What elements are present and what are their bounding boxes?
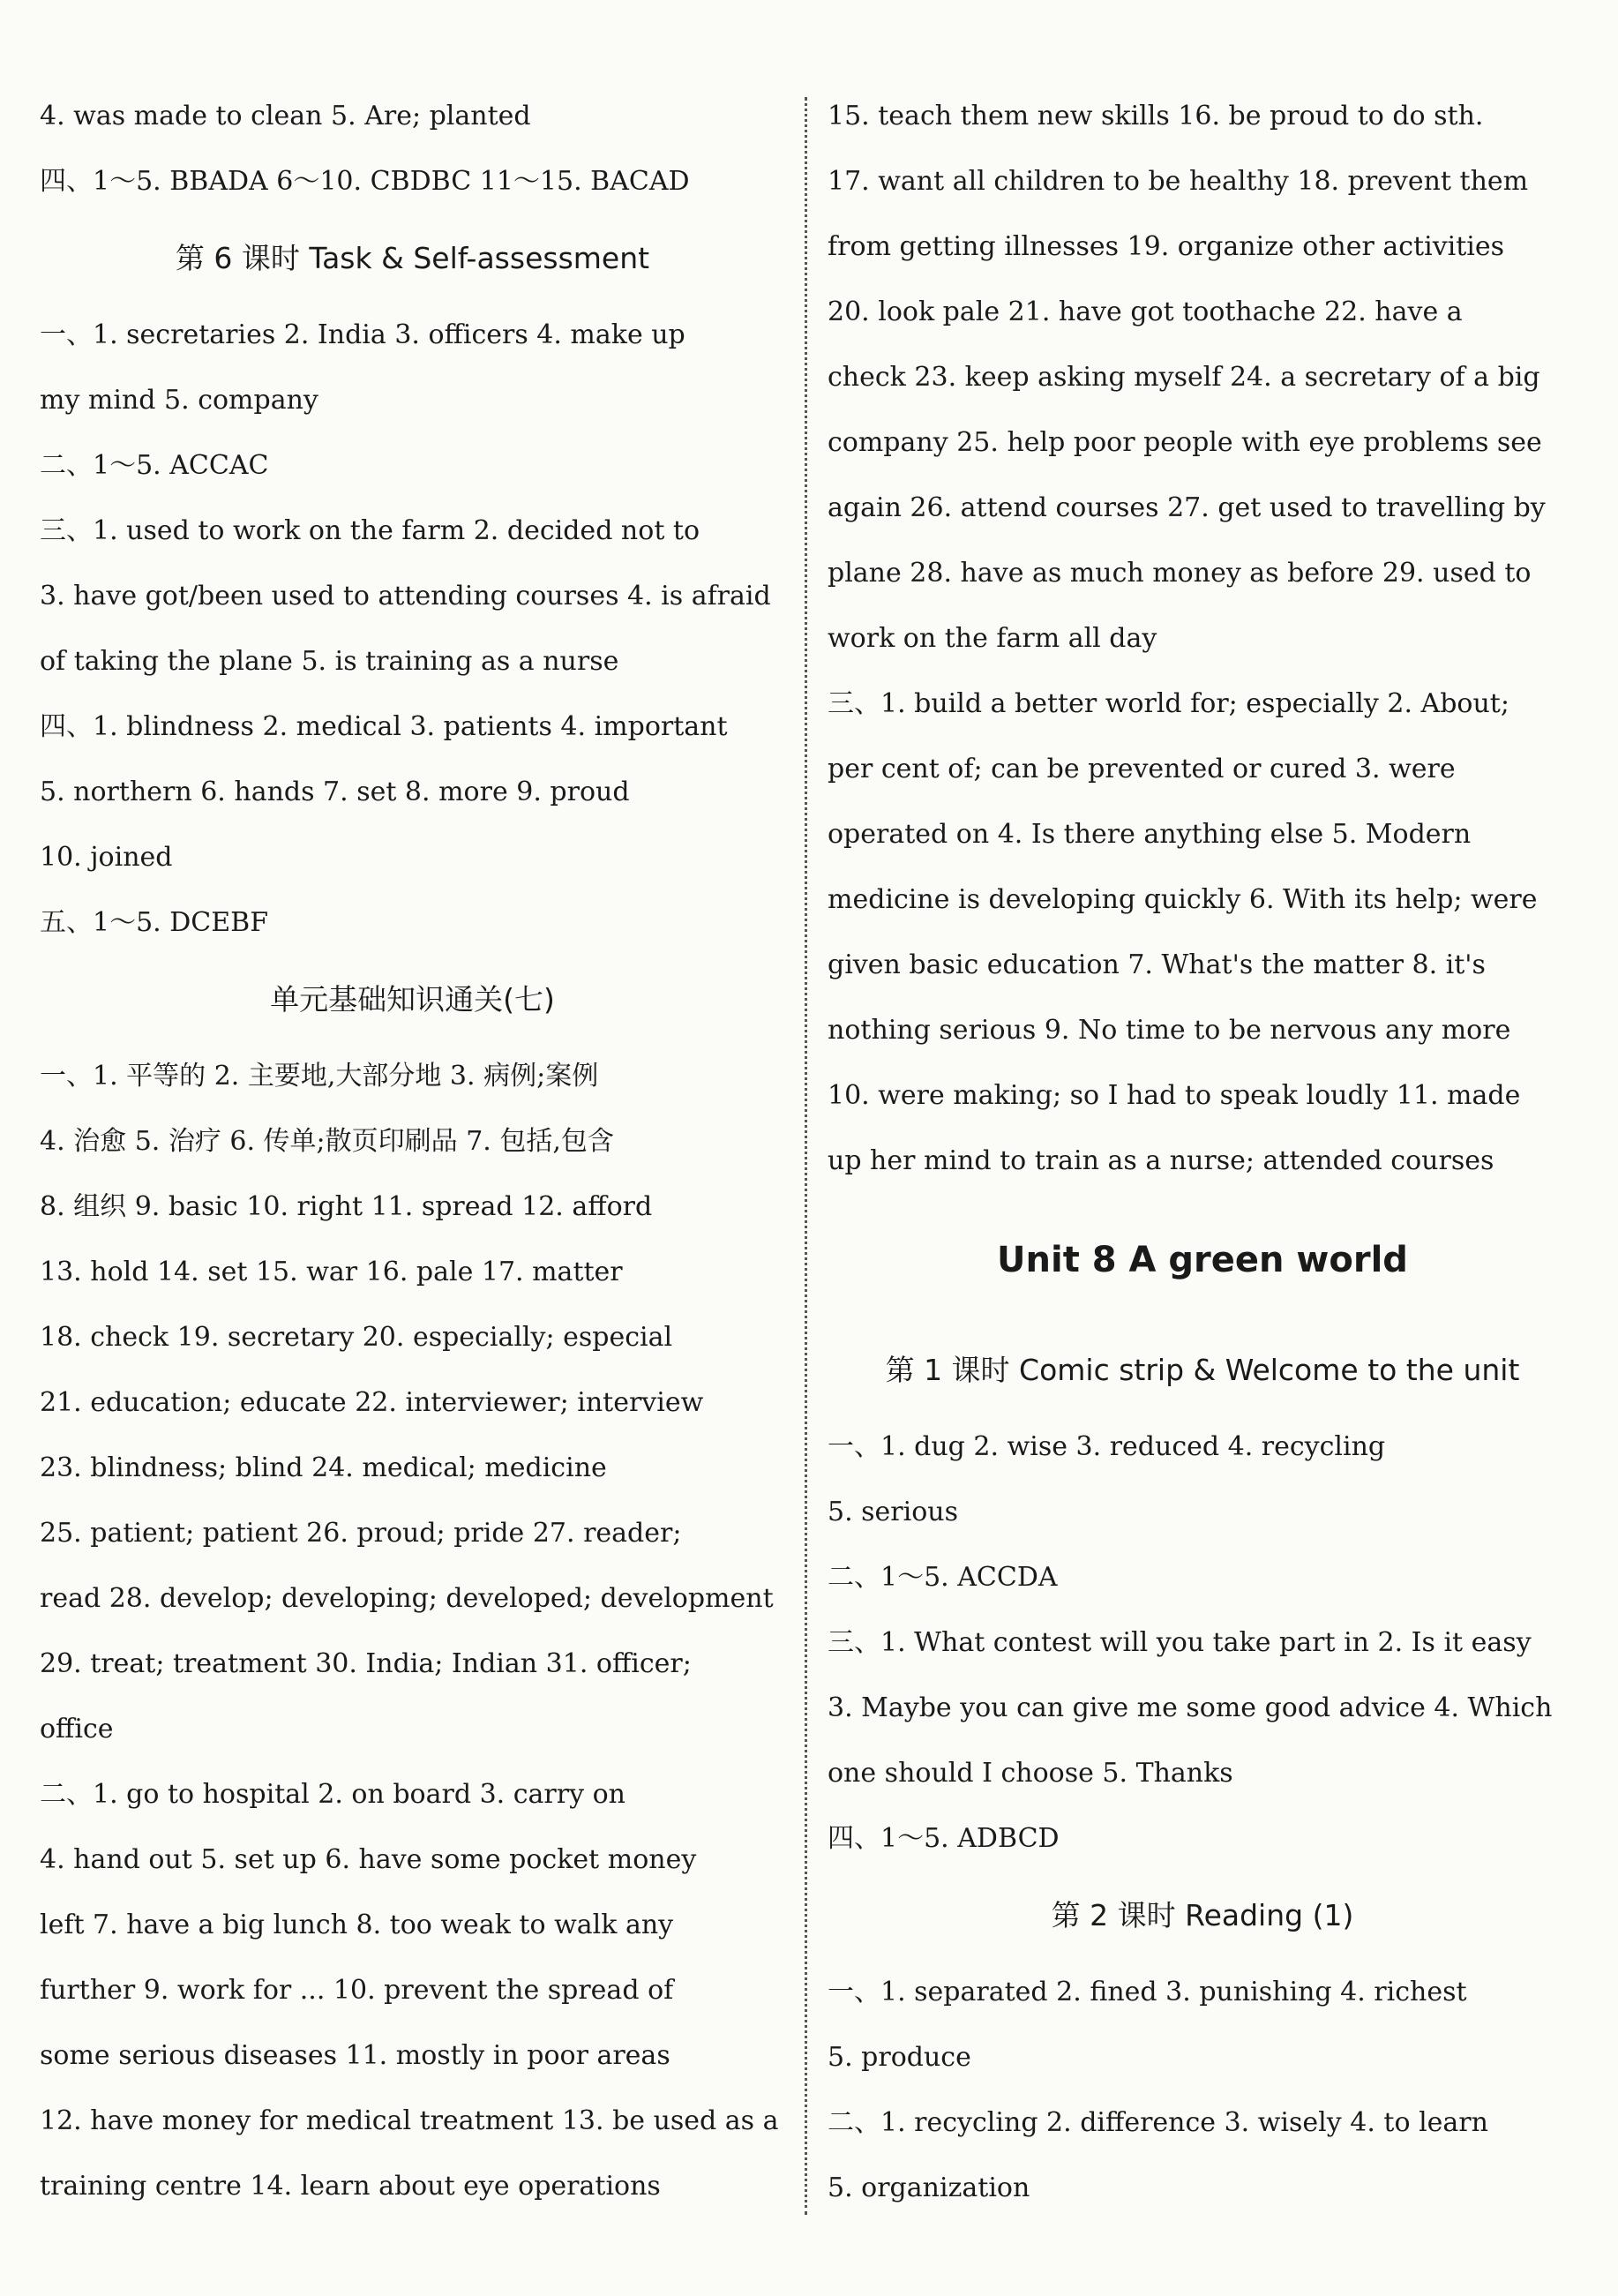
answer-line: 21. education; educate 22. interviewer; interview — [40, 1387, 704, 1418]
answer-line: 三、1. used to work on the farm 2. decided not to — [40, 515, 700, 546]
answer-line: 18. check 19. secretary 20. especially; especial — [40, 1322, 673, 1353]
answer-line: 五、1～5. DCEBF — [40, 907, 269, 938]
answer-line: 5. organization — [828, 2172, 1030, 2203]
answer-line: 29. treat; treatment 30. India; Indian 31. officer; — [40, 1648, 692, 1679]
answer-line: 4. hand out 5. set up 6. have some pocket money — [40, 1844, 697, 1875]
answer-line: some serious diseases 11. mostly in poor areas — [40, 2040, 670, 2071]
section-heading: 第 2 课时 Reading (1) — [1051, 1898, 1354, 1932]
unit-title: Unit 8 A green world — [997, 1240, 1408, 1280]
answer-line: 一、1. secretaries 2. India 3. officers 4. make up — [40, 319, 685, 350]
answer-line: 15. teach them new skills 16. be proud to do sth. — [828, 101, 1484, 131]
section-heading: 单元基础知识通关(七) — [270, 982, 555, 1017]
column-divider — [805, 97, 807, 2215]
answer-line: 17. want all children to be healthy 18. prevent them — [828, 166, 1529, 197]
answer-line: 三、1. build a better world for; especially 2. About; — [828, 688, 1509, 719]
answer-line: 10. were making; so I had to speak loudly 11. made — [828, 1080, 1521, 1111]
section-heading: 第 1 课时 Comic strip & Welcome to the unit — [885, 1353, 1520, 1387]
answer-line: 20. look pale 21. have got toothache 22. have a — [828, 296, 1463, 327]
answer-line: 四、1. blindness 2. medical 3. patients 4. important — [40, 711, 728, 742]
right-column — [828, 84, 1577, 2221]
answer-line: 5. northern 6. hands 7. set 8. more 9. proud — [40, 777, 630, 807]
answer-line: 10. joined — [40, 842, 173, 873]
answer-line: plane 28. have as much money as before 29. used to — [828, 558, 1532, 589]
answer-line: 二、1. go to hospital 2. on board 3. carry on — [40, 1779, 625, 1810]
answer-line: given basic education 7. What's the matter 8. it's — [828, 949, 1486, 980]
answer-line: 四、1～5. ADBCD — [828, 1823, 1060, 1854]
answer-line: my mind 5. company — [40, 385, 318, 416]
answer-line: per cent of; can be prevented or cured 3. were — [828, 754, 1456, 784]
answer-line: 5. produce — [828, 2042, 971, 2073]
answer-line: medicine is developing quickly 6. With its help; were — [828, 884, 1538, 915]
answer-line: company 25. help poor people with eye problems see — [828, 427, 1542, 458]
answer-line: training centre 14. learn about eye operations — [40, 2171, 661, 2202]
left-column — [40, 84, 785, 2219]
answer-line: 三、1. What contest will you take part in 2. Is it easy — [828, 1627, 1532, 1658]
answer-line: further 9. work for ... 10. prevent the spread of — [40, 1975, 674, 2006]
answer-line: 一、1. separated 2. fined 3. punishing 4. richest — [828, 1977, 1467, 2007]
answer-line: of taking the plane 5. is training as a nurse — [40, 646, 619, 677]
answer-line: up her mind to train as a nurse; attended courses — [828, 1145, 1494, 1176]
answer-line: 3. have got/been used to attending courses 4. is afraid — [40, 581, 771, 612]
answer-line: check 23. keep asking myself 24. a secretary of a big — [828, 362, 1540, 393]
answer-line: operated on 4. Is there anything else 5. Modern — [828, 819, 1472, 850]
answer-line: work on the farm all day — [828, 623, 1157, 654]
answer-line: 一、1. 平等的 2. 主要地,大部分地 3. 病例;案例 — [40, 1061, 599, 1092]
answer-line: 二、1～5. ACCAC — [40, 450, 269, 481]
answer-line: 一、1. dug 2. wise 3. reduced 4. recycling — [828, 1431, 1386, 1462]
answer-line: again 26. attend courses 27. get used to travelling by — [828, 492, 1546, 523]
answer-line: 4. 治愈 5. 治疗 6. 传单;散页印刷品 7. 包括,包含 — [40, 1126, 614, 1157]
answer-line: 5. serious — [828, 1497, 959, 1527]
answer-line: nothing serious 9. No time to be nervous any more — [828, 1015, 1511, 1046]
answer-line: one should I choose 5. Thanks — [828, 1758, 1233, 1789]
answer-line: 四、1～5. BBADA 6～10. CBDBC 11～15. BACAD — [40, 166, 690, 197]
answer-line: read 28. develop; developing; developed; development — [40, 1583, 774, 1614]
answer-line: 13. hold 14. set 15. war 16. pale 17. matter — [40, 1257, 623, 1287]
answer-line: 12. have money for medical treatment 13. be used as a — [40, 2105, 779, 2136]
answer-line: 25. patient; patient 26. proud; pride 27. reader; — [40, 1518, 682, 1549]
answer-line: 4. was made to clean 5. Are; planted — [40, 101, 531, 131]
answer-line: 二、1～5. ACCDA — [828, 1562, 1058, 1593]
answer-line: 23. blindness; blind 24. medical; medicine — [40, 1452, 607, 1483]
answer-line: 3. Maybe you can give me some good advice 4. Which — [828, 1692, 1553, 1723]
answer-line: 8. 组织 9. basic 10. right 11. spread 12. afford — [40, 1191, 653, 1222]
answer-line: from getting illnesses 19. organize other activities — [828, 231, 1505, 262]
section-heading: 第 6 课时 Task & Self-assessment — [175, 241, 650, 275]
answer-line: office — [40, 1714, 114, 1745]
answer-line: left 7. have a big lunch 8. too weak to walk any — [40, 1910, 674, 1940]
answer-line: 二、1. recycling 2. difference 3. wisely 4. to learn — [828, 2107, 1488, 2138]
